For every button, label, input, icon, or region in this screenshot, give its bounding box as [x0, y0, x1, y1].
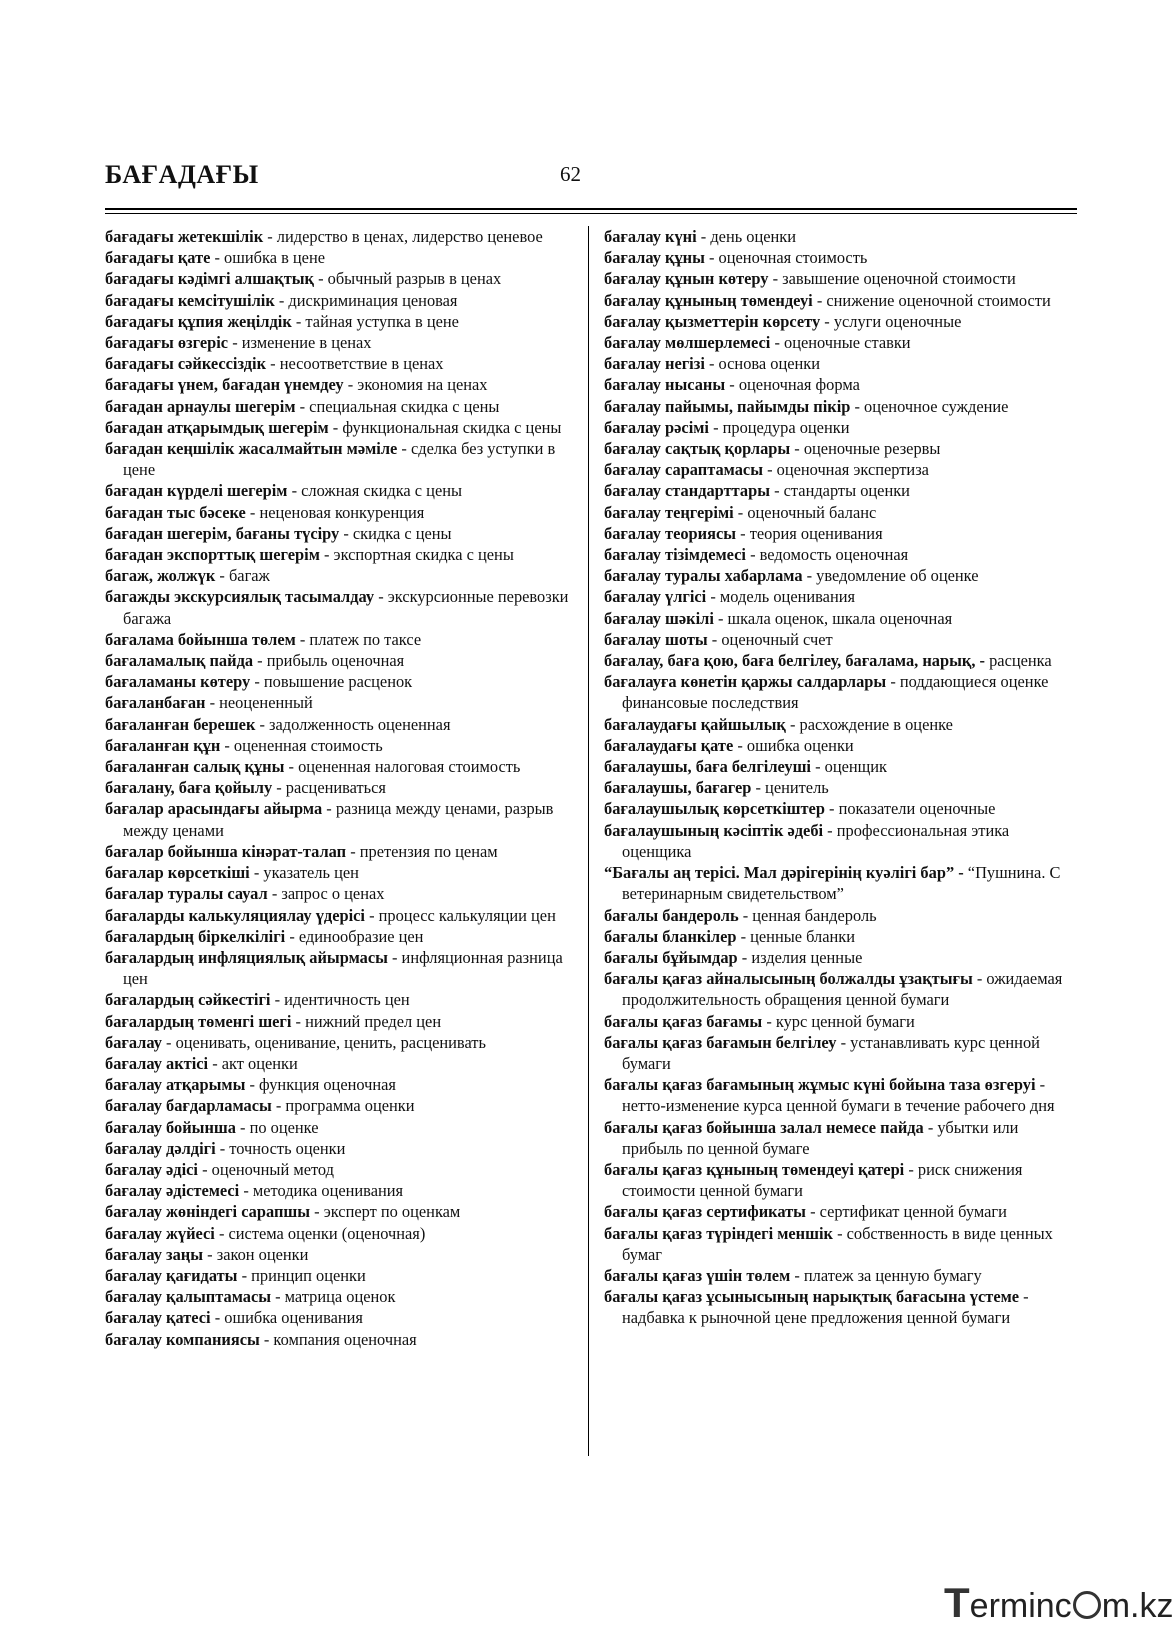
entry-term: бағадағы сәйкессіздік [105, 354, 267, 374]
header-rule-thick [105, 208, 1077, 210]
entry-definition: - оценщик [810, 757, 888, 777]
entry-term: бағалы қағаз бағамын белгілеу [604, 1032, 837, 1052]
dictionary-entry [105, 926, 580, 947]
entry-definition: - завышение оценочной стоимости [768, 269, 1016, 289]
entry-term: бағалау теориясы [604, 523, 737, 543]
entry-term: бағалау бойынша [105, 1117, 236, 1137]
entry-term: бағалы қағаз бойынша залал немесе пайда [604, 1117, 924, 1137]
entry-term: бағалаушы, бағагер [604, 778, 752, 798]
entry-term: бағалау, баға қою, баға белгілеу, бағалама, нарық, - [604, 651, 986, 671]
dictionary-entry [604, 1011, 1082, 1032]
entry-definition: - неценовая конкуренция [245, 502, 425, 522]
entry-term: бағалар көрсеткіші [105, 863, 250, 883]
entry-definition: - убытки или прибыль по ценной бумаге [622, 1117, 1019, 1158]
dictionary-entry [105, 332, 580, 353]
dictionary-entry [105, 735, 580, 756]
column-divider [588, 226, 589, 1456]
entry-term: бағалау теңгерімі [604, 502, 734, 522]
entry-definition: - надбавка к рыночной цене предложения ценной бумаги [622, 1287, 1029, 1328]
dictionary-entry [105, 1180, 580, 1201]
entry-term: бағалау қалыптамасы [105, 1287, 272, 1307]
entry-definition: - принцип оценки [237, 1265, 366, 1285]
entry-term: бағалар туралы сауал [105, 884, 268, 904]
entry-definition: - экспортная скидка с цены [319, 545, 514, 565]
entry-term: бағалау дәлдігі [105, 1138, 216, 1158]
entry-term: бағалауға көнетін қаржы салдарлары [604, 672, 887, 692]
dictionary-entry [105, 777, 580, 798]
entry-definition: - стандарты оценки [770, 481, 910, 501]
dictionary-entry [604, 905, 1082, 926]
entry-definition: - единообразие цен [285, 926, 424, 946]
entry-term: бағалаушының кәсіптік әдебі [604, 820, 824, 840]
entry-term: бағадағы кәдімгі алшақтық [105, 269, 314, 289]
entry-definition: - оценивать, оценивание, ценить, расценивать [161, 1032, 486, 1052]
entry-definition: - система оценки (оценочная) [214, 1223, 426, 1243]
dictionary-entry [105, 1159, 580, 1180]
entry-term: бағалау тізімдемесі [604, 545, 746, 565]
dictionary-entry [105, 565, 580, 586]
entry-term: бағалау жөніндегі сарапшы [105, 1202, 311, 1222]
entry-term: бағалардың сәйкестігі [105, 990, 271, 1010]
dictionary-entry [604, 290, 1082, 311]
dictionary-entry [604, 608, 1082, 629]
dictionary-entry [105, 883, 580, 904]
entry-term: бағадағы құпия жеңілдік [105, 311, 292, 331]
entry-term: бағалау шоты [604, 629, 708, 649]
entry-definition: - дискриминация ценовая [274, 290, 458, 310]
entry-term: “Бағалы аң терісі. Мал дәрігерінің куәлігі бар” - [604, 863, 964, 883]
dictionary-entry [604, 629, 1082, 650]
entry-definition: - оценочное суждение [850, 396, 1009, 416]
entry-term: бағалы қағаз бағамы [604, 1011, 763, 1031]
entry-definition: - запрос о ценах [267, 884, 385, 904]
entry-term: бағаланған құн [105, 735, 221, 755]
entry-definition: - сертификат ценной бумаги [805, 1202, 1007, 1222]
entry-definition: - экскурсионные перевозки багажа [123, 587, 569, 628]
dictionary-entry [604, 1159, 1082, 1201]
entry-term: бағалау компаниясы [105, 1329, 260, 1349]
entry-term: бағадан кеңшілік жасалмайтын мәміле [105, 439, 398, 459]
entry-term: бағалау бағдарламасы [105, 1096, 272, 1116]
entry-definition: - оценочные резервы [790, 439, 941, 459]
entry-term: бағалы қағаз айналысының болжалды ұзақтығы [604, 969, 973, 989]
entry-term: бағалау қызметтерін көрсету [604, 311, 821, 331]
dictionary-entry [105, 1244, 580, 1265]
dictionary-entry [105, 311, 580, 332]
entry-definition: - день оценки [696, 227, 797, 246]
entry-definition: - несоответствие в ценах [266, 354, 444, 374]
dictionary-entry [105, 905, 580, 926]
entry-term: багаж, жолжүк [105, 566, 216, 586]
entry-definition: - расхождение в оценке [785, 714, 953, 734]
dictionary-entry [105, 226, 580, 247]
dictionary-entry [604, 353, 1082, 374]
dictionary-entry [105, 544, 580, 565]
dictionary-entry [105, 756, 580, 777]
entry-definition: - методика оценивания [239, 1181, 404, 1201]
dictionary-entry [604, 396, 1082, 417]
entry-term: бағалау актісі [105, 1053, 209, 1073]
entry-definition: - оцененная стоимость [220, 735, 383, 755]
entry-term: бағаламалық пайда [105, 651, 254, 671]
entry-term: бағаланбаған [105, 693, 206, 713]
entry-term: бағадағы жетекшілік [105, 227, 264, 246]
entry-definition: - багаж [215, 566, 270, 586]
dictionary-entry [105, 671, 580, 692]
entry-definition: - сложная скидка с цены [287, 481, 463, 501]
entry-term: бағалаушы, баға белгілеуші [604, 757, 811, 777]
entry-definition: - поддающиеся оценке финансовые последствия [622, 672, 1049, 713]
entry-term: бағалау нысаны [604, 375, 726, 395]
entry-definition: - показатели оценочные [824, 799, 996, 819]
entry-term: бағалама бойынша төлем [105, 629, 296, 649]
entry-definition: - шкала оценок, шкала оценочная [713, 608, 953, 628]
dictionary-entry [105, 1138, 580, 1159]
dictionary-entry [105, 629, 580, 650]
entry-definition: - курс ценной бумаги [762, 1011, 915, 1031]
entry-term: бағалау қатесі [105, 1308, 211, 1328]
dictionary-entry [604, 862, 1082, 904]
entry-term: бағалы бұйымдар [604, 947, 738, 967]
entry-term: бағалау заңы [105, 1244, 204, 1264]
entry-term: бағалы қағаз бағамының жұмыс күні бойына таза өзгеруі [604, 1075, 1036, 1095]
dictionary-entry [105, 374, 580, 395]
entry-term: бағадан экспорттық шегерім [105, 545, 320, 565]
entry-term: бағалау мөлшерлемесі [604, 333, 771, 353]
entry-definition: - компания оценочная [259, 1329, 417, 1349]
entry-definition: - модель оценивания [706, 587, 856, 607]
entry-term: бағалау негізі [604, 354, 705, 374]
entry-definition: - точность оценки [215, 1138, 346, 1158]
dictionary-entry [604, 1201, 1082, 1222]
entry-term: бағалау рәсімі [604, 417, 709, 437]
dictionary-entry [105, 1329, 580, 1350]
dictionary-entry [604, 735, 1082, 756]
entry-definition: - основа оценки [704, 354, 821, 374]
dictionary-entry [604, 650, 1082, 671]
dictionary-entry [604, 332, 1082, 353]
entry-term: бағалы қағаз үшін төлем [604, 1265, 791, 1285]
dictionary-entry [604, 374, 1082, 395]
entry-definition: - обычный разрыв в ценах [313, 269, 502, 289]
entry-definition: - ожидаемая продолжительность обращения ценной бумаги [622, 969, 1063, 1010]
entry-term: бағалау стандарттары [604, 481, 770, 501]
entry-term: бағаларды калькуляциялау үдерісі [105, 905, 365, 925]
entry-term: бағалау сақтық қорлары [604, 439, 791, 459]
entry-definition: - оценочный баланс [733, 502, 877, 522]
entry-term: бағадағы кемсітушілік [105, 290, 275, 310]
dictionary-entry [604, 926, 1082, 947]
entry-definition: - снижение оценочной стоимости [812, 290, 1051, 310]
dictionary-entry [604, 247, 1082, 268]
entry-definition: - прибыль оценочная [253, 651, 405, 671]
entry-term: бағалау пайымы, пайымды пікір [604, 396, 851, 416]
dictionary-entry [105, 1074, 580, 1095]
dictionary-entry [604, 226, 1082, 247]
entry-term: бағадан тыс бәсеке [105, 502, 246, 522]
entry-definition: - экономия на ценах [343, 375, 488, 395]
entry-term: бағалау қағидаты [105, 1265, 238, 1285]
entry-term: бағалау құны [604, 248, 705, 268]
entry-term: бағалардың инфляциялық айырмасы [105, 947, 388, 967]
entry-definition: - программа оценки [271, 1096, 415, 1116]
entry-term: бағалаудағы қате [604, 735, 734, 755]
entry-definition: “Пушнина. С ветеринарным свидетельством” [622, 863, 1061, 904]
entry-term: бағадан атқарымдық шегерім [105, 417, 329, 437]
entry-term: бағалау күні [604, 227, 697, 246]
entry-term: бағадағы қате [105, 248, 211, 268]
entry-term: бағалар бойынша кінәрат-талап [105, 841, 347, 861]
dictionary-entry [604, 671, 1082, 713]
entry-definition: - инфляционная разница цен [123, 947, 563, 989]
entry-definition: - услуги оценочные [820, 311, 962, 331]
dictionary-entry [105, 1201, 580, 1222]
dictionary-entry [105, 650, 580, 671]
dictionary-entry [105, 290, 580, 311]
entry-definition: - платеж за ценную бумагу [790, 1265, 982, 1285]
entry-definition: - нижний предел цен [291, 1011, 442, 1031]
dictionary-entry [105, 1053, 580, 1074]
dictionary-entry [604, 417, 1082, 438]
entry-definition: - скидка с цены [339, 523, 452, 543]
dictionary-entry [105, 1032, 580, 1053]
dictionary-entry [105, 1265, 580, 1286]
dictionary-entry [604, 756, 1082, 777]
entry-definition: - изменение в ценах [228, 333, 372, 353]
entry-term: бағадан арнаулы шегерім [105, 396, 296, 416]
entry-term: бағалау жүйесі [105, 1223, 215, 1243]
dictionary-entry [604, 459, 1082, 480]
entry-term: бағалардың төменгі шегі [105, 1011, 292, 1031]
entry-definition: - тайная уступка в цене [291, 311, 459, 331]
dictionary-entry [604, 1223, 1082, 1265]
dictionary-entry [604, 544, 1082, 565]
entry-definition: - ценная бандероль [738, 905, 877, 925]
dictionary-entry [604, 947, 1082, 968]
entry-term: бағадан күрделі шегерім [105, 481, 288, 501]
dictionary-entry [105, 480, 580, 501]
entry-definition: - ведомость оценочная [745, 545, 909, 565]
entry-definition: - собственность в виде ценных бумаг [622, 1223, 1053, 1264]
entry-definition: - оцененная налоговая стоимость [284, 757, 521, 777]
dictionary-entry [105, 1095, 580, 1116]
dictionary-entry [105, 417, 580, 438]
dictionary-entry [604, 714, 1082, 735]
dictionary-entry [105, 1307, 580, 1328]
entry-definition: - оценочный счет [707, 629, 833, 649]
dictionary-entry [604, 1032, 1082, 1074]
dictionary-entry [105, 841, 580, 862]
entry-definition: - закон оценки [203, 1244, 309, 1264]
entry-definition: - претензия по ценам [346, 841, 498, 861]
dictionary-entry [604, 1286, 1082, 1328]
entry-definition: - теория оценивания [736, 523, 883, 543]
entry-definition: - акт оценки [208, 1053, 298, 1073]
entry-definition: - ошибка оценки [733, 735, 854, 755]
entry-term: бағалану, баға қойылу [105, 778, 273, 798]
entry-term: бағалау шәкілі [604, 608, 714, 628]
dictionary-entry [604, 586, 1082, 607]
entry-definition: - разница между ценами, разрыв между ценами [123, 799, 554, 840]
entry-term: бағалы бандероль [604, 905, 739, 925]
entry-definition: - ценные бланки [736, 926, 856, 946]
entry-definition: - ценитель [751, 778, 829, 798]
entry-term: бағалау атқарымы [105, 1075, 246, 1095]
entry-definition: - по оценке [235, 1117, 319, 1137]
dictionary-entry [604, 502, 1082, 523]
entry-term: бағалау сараптамасы [604, 460, 763, 480]
dictionary-entry [105, 989, 580, 1010]
entry-term: бағалы қағаз сертификаты [604, 1202, 806, 1222]
dictionary-entry [105, 862, 580, 883]
entry-term: бағалы қағаз ұсынысының нарықтық бағасына үстеме [604, 1287, 1020, 1307]
dictionary-entry [105, 247, 580, 268]
entry-definition: - задолженность оцененная [255, 714, 451, 734]
dictionary-entry [105, 1223, 580, 1244]
dictionary-entry [604, 1117, 1082, 1159]
entry-definition: - оценочные ставки [770, 333, 911, 353]
dictionary-entry [105, 502, 580, 523]
entry-term: бағалау туралы хабарлама [604, 566, 803, 586]
dictionary-entry [604, 1265, 1082, 1286]
dictionary-entry [604, 523, 1082, 544]
entry-term: бағалаушылық көрсеткіштер [604, 799, 825, 819]
entry-term: бағалы қағаз түріндегі меншік [604, 1223, 833, 1243]
dictionary-entry [105, 714, 580, 735]
entry-definition: - изделия ценные [737, 947, 863, 967]
entry-term: бағалау құнын көтеру [604, 269, 769, 289]
dictionary-entry [105, 1286, 580, 1307]
dictionary-entry [604, 777, 1082, 798]
entry-term: бағалардың біркелкілігі [105, 926, 286, 946]
header-rule-thin [105, 213, 1077, 214]
entry-definition: - лидерство в ценах, лидерство ценевое [263, 227, 543, 246]
dictionary-entry [105, 692, 580, 713]
entry-definition: - ошибка оценивания [210, 1308, 363, 1328]
entry-term: багажды экскурсиялық тасымалдау [105, 587, 375, 607]
entry-definition: - неоцененный [205, 693, 313, 713]
running-head: БАҒАДАҒЫ [105, 160, 259, 189]
dictionary-entry [604, 820, 1082, 862]
entry-term: бағалар арасындағы айырма [105, 799, 323, 819]
dictionary-entry [105, 586, 580, 628]
entry-term: бағалау құнының төмендеуі [604, 290, 813, 310]
entry-term: бағадағы үнем, бағадан үнемдеу [105, 375, 344, 395]
entry-definition: - нетто-изменение курса ценной бумаги в течение рабочего дня [622, 1075, 1055, 1116]
entry-term: бағаланған салық құны [105, 757, 285, 777]
entry-term: бағалау әдістемесі [105, 1181, 240, 1201]
dictionary-entry [105, 438, 580, 480]
entry-term: бағалаудағы қайшылық [604, 714, 786, 734]
dictionary-entry [604, 1074, 1082, 1116]
entry-definition: - расцениваться [272, 778, 386, 798]
dictionary-entry [105, 1011, 580, 1032]
entry-definition: - идентичность цен [270, 990, 410, 1010]
entry-term: бағадағы өзгеріс [105, 333, 229, 353]
entry-term: бағалау әдісі [105, 1159, 198, 1179]
entry-definition: - процедура оценки [708, 417, 850, 437]
entry-term: бағаланған берешек [105, 714, 256, 734]
right-column [604, 226, 1082, 1329]
entry-definition: - эксперт по оценкам [310, 1202, 461, 1222]
entry-definition: - ошибка в цене [210, 248, 326, 268]
dictionary-entry [105, 353, 580, 374]
dictionary-entry [105, 268, 580, 289]
entry-term: бағалау [105, 1032, 162, 1052]
entry-definition: - функциональная скидка с цены [328, 417, 562, 437]
dictionary-entry [604, 438, 1082, 459]
entry-definition: - платеж по таксе [295, 629, 422, 649]
dictionary-entry [604, 311, 1082, 332]
entry-definition: - уведомление об оценке [802, 566, 979, 586]
entry-definition: - функция оценочная [245, 1075, 396, 1095]
dictionary-entry [105, 523, 580, 544]
entry-definition: - матрица оценок [271, 1287, 396, 1307]
entry-definition: - устанавливать курс ценной бумаги [622, 1032, 1040, 1073]
left-column [105, 226, 580, 1350]
entry-definition: - повышение расценок [250, 672, 413, 692]
entry-term: бағаламаны көтеру [105, 672, 251, 692]
entry-definition: - указатель цен [249, 863, 359, 883]
entry-definition: - сделка без уступки в цене [123, 439, 556, 480]
entry-definition: - риск снижения стоимости ценной бумаги [622, 1159, 1023, 1201]
entry-definition: - процесс калькуляции цен [364, 905, 556, 925]
dictionary-entry [604, 968, 1082, 1010]
entry-definition: - оценочная экспертиза [763, 460, 929, 480]
entry-definition: - оценочная стоимость [704, 248, 868, 268]
dictionary-entry [604, 268, 1082, 289]
entry-definition: расценка [985, 651, 1052, 671]
entry-term: бағадан шегерім, бағаны түсіру [105, 523, 340, 543]
entry-definition: - профессиональная этика оценщика [622, 820, 1010, 861]
entry-definition: - оценочный метод [197, 1159, 334, 1179]
dictionary-entry [105, 947, 580, 989]
dictionary-entry [105, 396, 580, 417]
entry-definition: - специальная скидка с цены [295, 396, 500, 416]
entry-term: бағалы бланкілер [604, 926, 737, 946]
dictionary-entry [105, 1117, 580, 1138]
dictionary-entry [604, 798, 1082, 819]
entry-term: бағалау үлгісі [604, 587, 707, 607]
dictionary-entry [604, 565, 1082, 586]
dictionary-entry [105, 798, 580, 840]
entry-term: бағалы қағаз құнының төмендеуі қатері [604, 1159, 905, 1179]
entry-definition: - оценочная форма [725, 375, 860, 395]
page-number: 62 [560, 162, 581, 186]
termincom-logo: Terminc m.kz [944, 1579, 1173, 1626]
dictionary-entry [604, 480, 1082, 501]
